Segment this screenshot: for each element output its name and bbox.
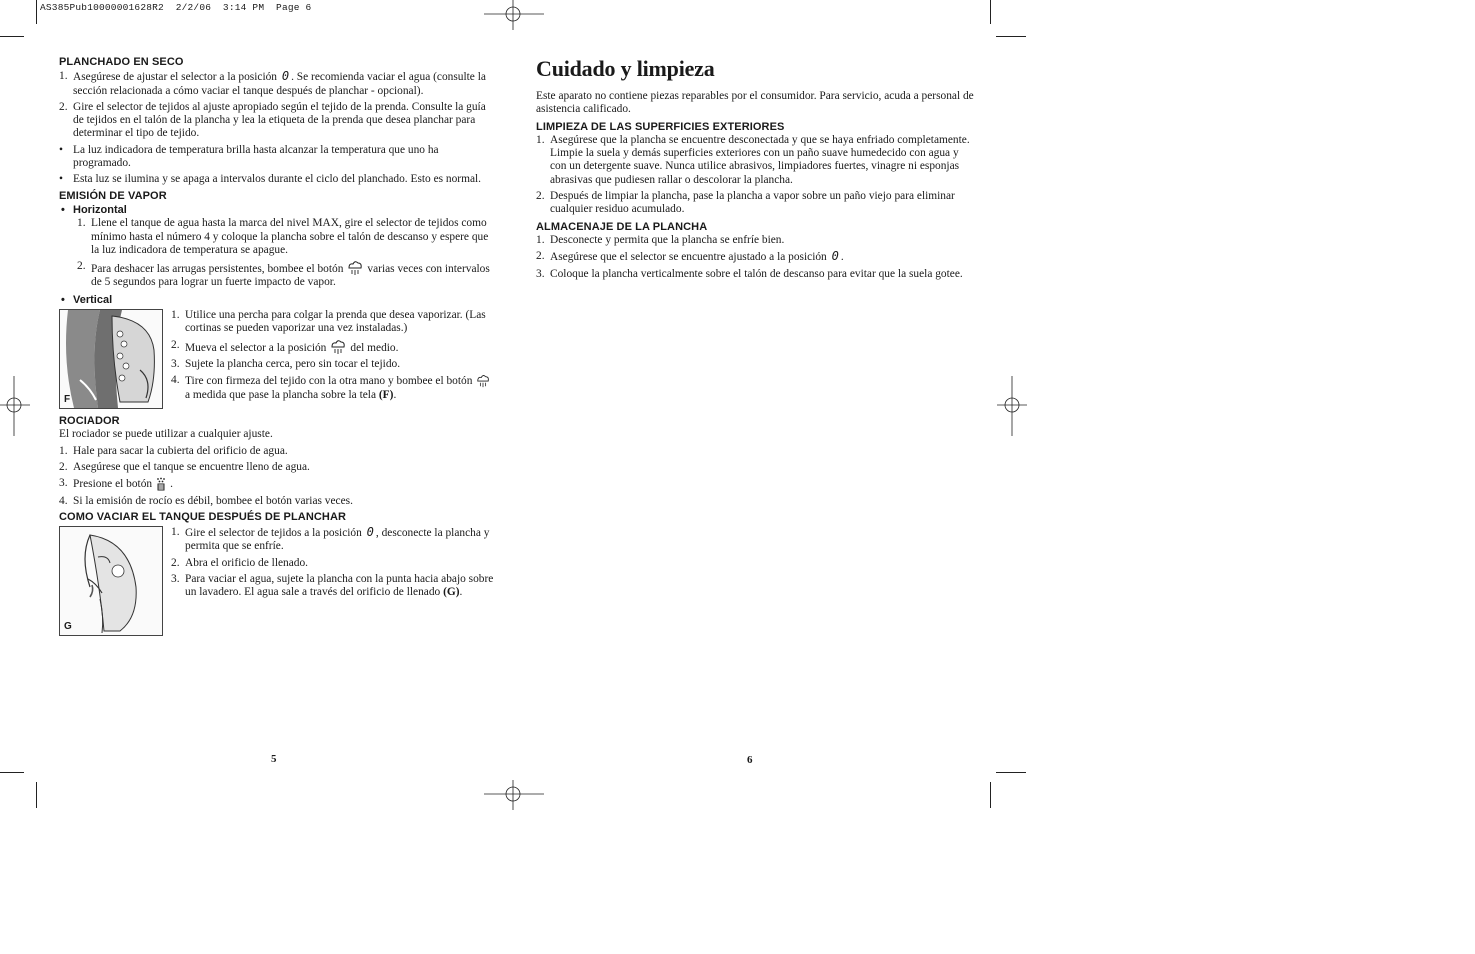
- position-zero-glyph: 0: [366, 525, 374, 540]
- steam-setting-icon: [329, 339, 347, 355]
- bullet-item: • Esta luz se ilumina y se apaga a intervalos durante el ciclo del planchado. Esto es normal.: [59, 173, 482, 186]
- horizontal-steps: [59, 217, 499, 289]
- registration-mark-right: [997, 376, 1027, 436]
- figure-label: G: [64, 620, 72, 632]
- figure-f-illustration: [59, 309, 163, 409]
- bullet-item: • La luz indicadora de temperatura brilla hasta alcanzar la temperatura que uno ha programado.: [59, 143, 439, 170]
- list-item: 1. Utilice una percha para colgar la prenda que desea vaporizar. (Las cortinas se pueden vaporizar una vez instaladas.): [171, 309, 486, 335]
- registration-mark-top: [484, 0, 544, 30]
- list-item: 1. Hale para sacar la cubierta del orificio de agua.: [59, 444, 288, 457]
- intro-text: Este aparato no contiene piezas reparables por el consumidor. Para servicio, acuda a personal de asistencia calificado.: [536, 90, 974, 116]
- iron-emptying-illustration: [60, 527, 162, 635]
- list-item: 3. Para vaciar el agua, sujete la plancha con la punta hacia abajo sobre un lavadero. El agua sale a través del orificio de llenado (G).: [171, 573, 494, 599]
- page-number-right: 6: [747, 754, 753, 766]
- left-page: [59, 56, 499, 636]
- spray-button-icon: [155, 477, 167, 491]
- figure-label: F: [64, 393, 71, 405]
- section-heading-vapor: EMISIÓN DE VAPOR: [59, 189, 167, 202]
- registration-mark-bottom: [484, 780, 544, 810]
- section-heading-almacenaje: ALMACENAJE DE LA PLANCHA: [536, 220, 708, 233]
- section-heading-vaciar: COMO VACIAR EL TANQUE DESPUÉS DE PLANCHAR: [59, 510, 347, 523]
- subheading-horizontal: • Horizontal: [61, 203, 127, 216]
- list-item: 3. Coloque la plancha verticalmente sobre el talón de descanso para evitar que la suela gotee.: [536, 267, 963, 280]
- list-item: 2. Abra el orificio de llenado.: [171, 556, 309, 569]
- list-item: 2. Para deshacer las arrugas persistentes, bombee el botón varias veces con intervalos de 5 segundos para lograr un fuerte impacto de vapor.: [77, 260, 490, 289]
- figure-g-illustration: [59, 526, 163, 636]
- steam-burst-icon: [346, 260, 364, 276]
- section-heading-rociador: ROCIADOR: [59, 415, 120, 428]
- list-item: 2. Mueva el selector a la posición del medio.: [171, 338, 399, 354]
- list-item: 4. Tire con firmeza del tejido con la otra mano y bombee el botóna medida que pase la plancha sobre la tela (F).: [171, 374, 499, 402]
- empty-tank-figure-row: [59, 526, 499, 636]
- vertical-steps: [171, 309, 499, 409]
- vertical-steam-figure-row: [59, 309, 499, 409]
- section-heading-limpieza: LIMPIEZA DE LAS SUPERFICIES EXTERIORES: [536, 120, 785, 133]
- list-item: 1. Asegúrese que la plancha se encuentre desconectada y que se haya enfriado completamente. Limpie la suela y demás superficies exteriores con un paño suave humedecido con agua y con un detergente suave. Nunca utilice abrasivos, limpiadores fuertes, vinagre ni esponjas abrasivas que pudiesen rallar o descolorar la plancha.: [536, 133, 970, 186]
- list-item: 1. Llene el tanque de agua hasta la marca del nivel MAX, gire el selector de tejidos como mínimo hasta el número 4 y coloque la plancha sobre el talón de descanso y espere que la luz indicadora de temperatura se apague.: [77, 217, 489, 256]
- right-page: [536, 56, 976, 281]
- list-item: 1. Desconecte y permita que la plancha se enfríe bien.: [536, 233, 785, 246]
- page-title: Cuidado y limpieza: [536, 56, 715, 81]
- rociador-intro: El rociador se puede utilizar a cualquier ajuste.: [59, 428, 273, 441]
- registration-mark-left: [0, 376, 30, 436]
- list-item: 3. Sujete la plancha cerca, pero sin tocar el tejido.: [171, 357, 401, 370]
- list-item: 1. Gire el selector de tejidos a la posición 0 , desconecte la plancha y permita que se enfríe.: [171, 525, 490, 553]
- list-item: 2. Asegúrese que el tanque se encuentre lleno de agua.: [59, 460, 310, 473]
- iron-vertical-illustration: [60, 310, 162, 408]
- list-item: 2. Después de limpiar la plancha, pase la plancha a vapor sobre un paño viejo para eliminar cualquier residuo acumulado.: [536, 190, 955, 216]
- list-item: 2. Asegúrese que el selector se encuentre ajustado a la posición 0 .: [536, 249, 844, 264]
- steam-burst-icon: [475, 374, 491, 388]
- empty-tank-steps: [171, 526, 499, 636]
- print-slug: AS385Pub10000001628R2 2/2/06 3:14 PM Page 6: [40, 2, 312, 13]
- list-item: 1. Asegúrese de ajustar el selector a la posición 0 . Se recomienda vaciar el agua (consulte la sección relacionada a cómo vaciar el tanque después de planchar - opcional).: [59, 69, 486, 97]
- list-item: 2. Gire el selector de tejidos al ajuste apropiado según el tejido de la prenda. Consulte la guía de tejidos en el talón de la plancha y lea la etiqueta de la prenda que desea planchar para determinar el tipo de tejido.: [59, 100, 486, 140]
- position-zero-glyph: 0: [281, 69, 290, 84]
- subheading-vertical: • Vertical: [61, 293, 113, 306]
- section-heading-planchado: PLANCHADO EN SECO: [59, 56, 184, 68]
- list-item: 3. Presione el botón .: [59, 477, 173, 491]
- list-item: 4. Si la emisión de rocío es débil, bombee el botón varias veces.: [59, 494, 353, 507]
- page-number-left: 5: [271, 753, 277, 765]
- position-zero-glyph: 0: [831, 249, 839, 264]
